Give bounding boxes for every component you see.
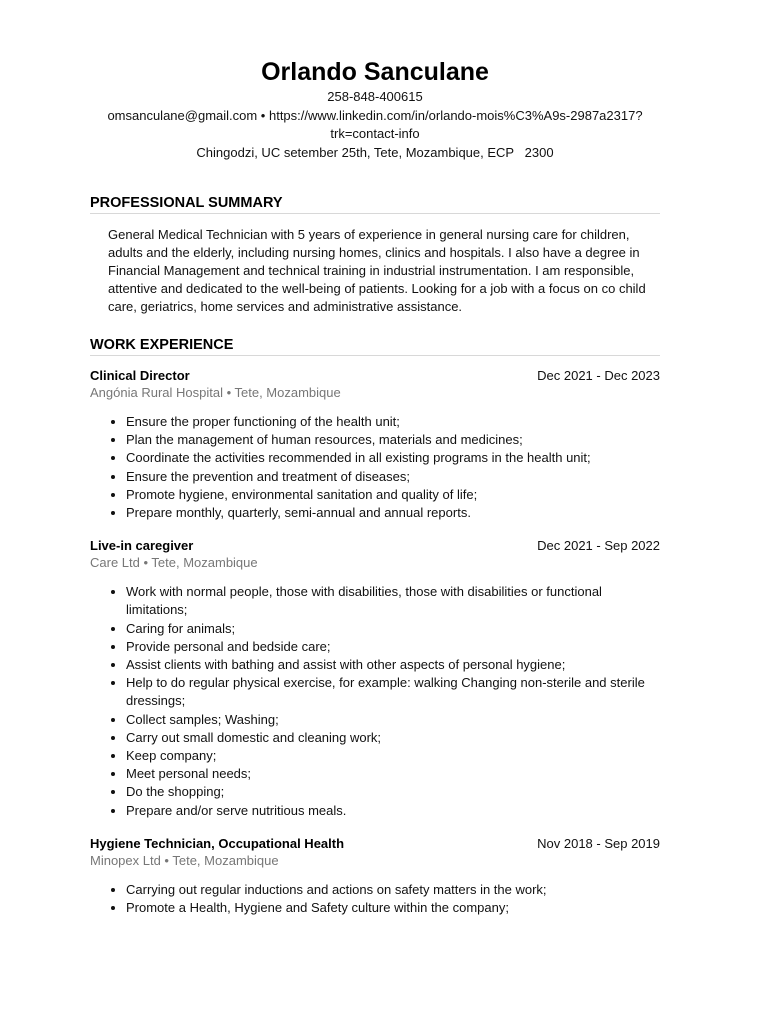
- list-item: • Prepare and/or serve nutritious meals.: [126, 802, 660, 820]
- job-entry: [90, 537, 660, 820]
- summary-section: [90, 195, 660, 316]
- job-organization: Minopex Ltd • Tete, Mozambique: [90, 852, 279, 868]
- job-title: Hygiene Technician, Occupational Health: [90, 835, 345, 851]
- job-duties: [90, 881, 660, 917]
- list-item: • Carry out small domestic and cleaning work;: [126, 729, 660, 747]
- list-item: • Ensure the proper functioning of the health unit;: [126, 413, 660, 431]
- linkedin-continuation: trk=contact-info: [330, 126, 420, 141]
- job-duties: [90, 583, 660, 820]
- experience-heading: WORK EXPERIENCE: [90, 337, 660, 356]
- resume-page: [90, 56, 660, 917]
- list-item: • Do the shopping;: [126, 783, 660, 801]
- job-header: [90, 537, 660, 554]
- resume-header: [90, 56, 660, 162]
- list-item: • Provide personal and bedside care;: [126, 638, 660, 656]
- list-item: • Meet personal needs;: [126, 765, 660, 783]
- experience-section: [90, 337, 660, 917]
- list-item: • Assist clients with bathing and assist with other aspects of personal hygiene;: [126, 656, 660, 674]
- list-item: • Promote a Health, Hygiene and Safety culture within the company;: [126, 899, 660, 917]
- list-item: • Keep company;: [126, 747, 660, 765]
- list-item: • Collect samples; Washing;: [126, 711, 660, 729]
- job-header: [90, 835, 660, 852]
- list-item: • Help to do regular physical exercise, for example: walking Changing non-sterile and sterile dressings;: [126, 674, 660, 710]
- list-item: • Coordinate the activities recommended in all existing programs in the health unit;: [126, 449, 660, 467]
- phone-number: 258-848-400615: [327, 89, 423, 104]
- list-item: • Prepare monthly, quarterly, semi-annual and annual reports.: [126, 504, 660, 522]
- job-dates: Nov 2018 - Sep 2019: [537, 835, 660, 851]
- email-and-linkedin: omsanculane@gmail.com • https://www.linkedin.com/in/orlando-mois%C3%A9s-2987a2317?: [107, 107, 643, 123]
- list-item: • Carrying out regular inductions and actions on safety matters in the work;: [126, 881, 660, 899]
- job-header: [90, 367, 660, 384]
- list-item: • Work with normal people, those with disabilities, those with disabilities or functional limitations;: [126, 583, 660, 619]
- list-item: • Caring for animals;: [126, 620, 660, 638]
- job-dates: Dec 2021 - Dec 2023: [537, 368, 660, 383]
- job-entry: [90, 835, 660, 917]
- summary-text: General Medical Technician with 5 years of experience in general nursing care for children, adults and the elderly, including nursing homes, clinics and hospitals. I also have a degree in Financial Management and technical training in industrial instrumentation. I am responsible, attentive and dedicated to the well-being of patients. Looking for a job with a focus on co child care, geriatrics, home services and administrative assistance.: [108, 227, 646, 314]
- job-title: Clinical Director: [90, 368, 190, 383]
- summary-heading: PROFESSIONAL SUMMARY: [90, 195, 660, 214]
- job-duties: [90, 413, 660, 522]
- job-dates: Dec 2021 - Sep 2022: [537, 538, 660, 554]
- job-title: Live-in caregiver: [90, 538, 194, 554]
- list-item: • Plan the management of human resources, materials and medicines;: [126, 431, 660, 449]
- job-entry: [90, 367, 660, 522]
- list-item: • Promote hygiene, environmental sanitation and quality of life;: [126, 486, 660, 504]
- job-organization: Angónia Rural Hospital • Tete, Mozambique: [90, 385, 341, 400]
- address: Chingodzi, UC setember 25th, Tete, Mozambique, ECP 2300: [196, 144, 554, 160]
- job-organization: Care Ltd • Tete, Mozambique: [90, 555, 258, 571]
- list-item: • Ensure the prevention and treatment of diseases;: [126, 468, 660, 486]
- candidate-name: Orlando Sanculane: [261, 58, 489, 86]
